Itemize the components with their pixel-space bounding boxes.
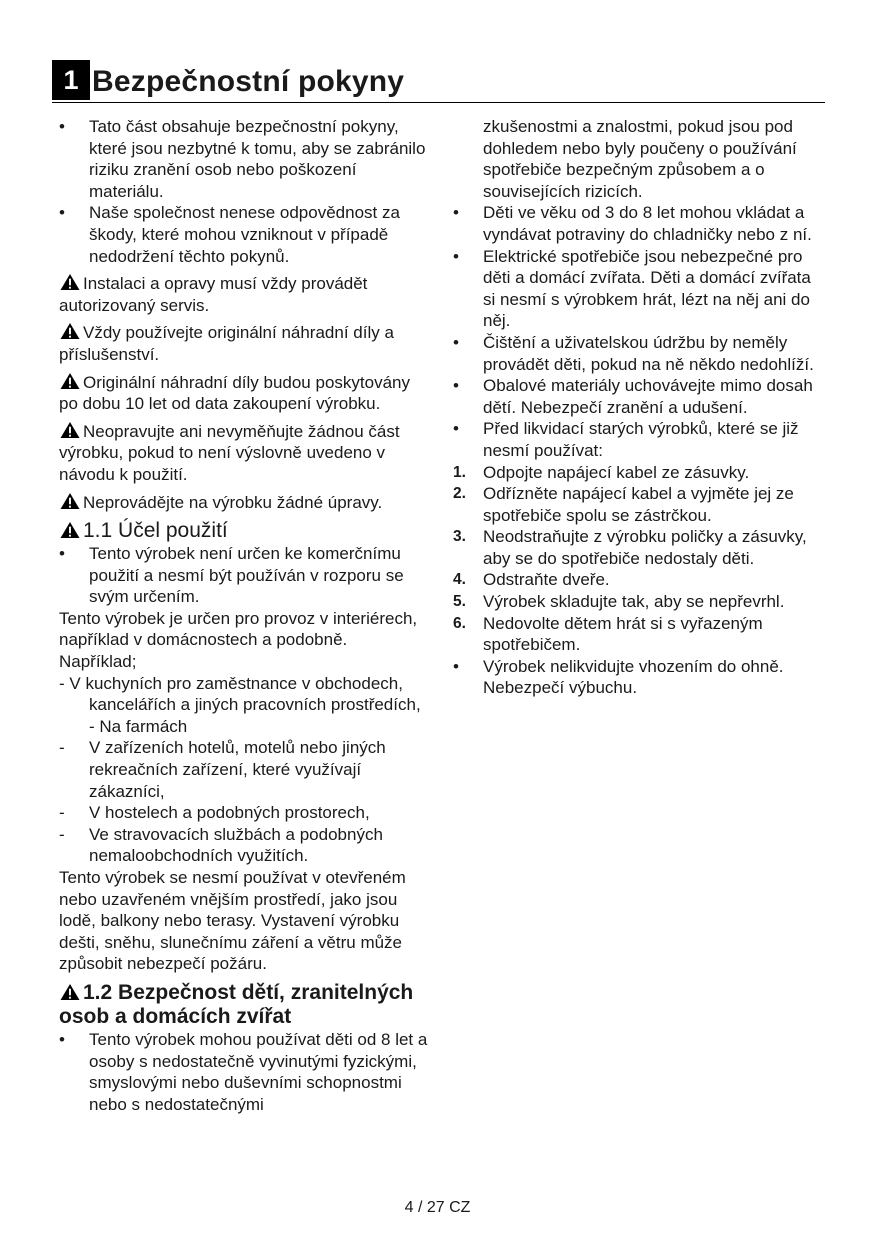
list-item <box>59 673 429 738</box>
list-item <box>453 246 825 332</box>
list-item-text: - V kuchyních pro zaměstnance v obchodech, kancelářích a jiných pracovních prostředích, - Na farmách <box>59 673 421 736</box>
numbered-step <box>453 569 825 591</box>
step-text: Výrobek skladujte tak, aby se nepřevrhl. <box>483 592 785 612</box>
list-item-text: V zařízeních hotelů, motelů nebo jiných rekreačních zařízení, které využívají zákazníci, <box>89 738 386 801</box>
bullet-marker: • <box>59 117 65 136</box>
paragraph: Tento výrobek je určen pro provoz v interiérech, například v domácnostech a podobně. Například; <box>59 608 418 672</box>
bullet-marker: • <box>453 246 459 266</box>
list-item <box>453 656 825 699</box>
warning-triangle-icon <box>59 273 81 291</box>
step-text: Odřízněte napájecí kabel a vyjměte jej ze spotřebiče spolu se zástrčkou. <box>483 484 794 525</box>
list-item-text: Obalové materiály uchovávejte mimo dosah dětí. Nebezpečí zranění a udušení. <box>483 376 813 417</box>
numbered-step <box>453 462 825 484</box>
list-item-text: Naše společnost nenese odpovědnost za škody, které mohou vzniknout v případě nedodržení těchto pokynů. <box>89 203 400 266</box>
bullet-marker: • <box>453 376 459 396</box>
list-item-text: Děti ve věku od 3 do 8 let mohou vkládat a vyndávat potraviny do chladničky nebo z ní. <box>483 203 812 244</box>
numbered-step <box>453 526 825 569</box>
list-item <box>453 202 825 245</box>
step-number: 6. <box>453 614 466 632</box>
bullet-marker: • <box>453 203 459 223</box>
section-title: 1.2 Bezpečnost dětí, zranitelných osob a domácích zvířat <box>59 980 414 1028</box>
warning-triangle-icon <box>59 983 81 1001</box>
page-title: Bezpečnostní pokyny <box>92 65 405 98</box>
step-text: Nedovolte dětem hrát si s vyřazeným spotřebičem. <box>483 613 763 655</box>
numbered-step <box>453 613 825 656</box>
section-heading-safety <box>59 981 429 1029</box>
warning-note <box>59 421 429 486</box>
bullet-marker: • <box>59 544 65 564</box>
left-column <box>59 116 429 1115</box>
warning-text: Neopravujte ani nevyměňujte žádnou část výrobku, pokud to není výslovně uvedeno v návodu k použití. <box>59 421 400 484</box>
warning-note <box>59 492 429 514</box>
list-item-text: Výrobek nelikvidujte vhozením do ohně. Nebezpečí výbuchu. <box>483 656 784 698</box>
step-text: Odpojte napájecí kabel ze zásuvky. <box>483 462 750 482</box>
warning-text: Vždy používejte originální náhradní díly a příslušenství. <box>59 323 394 364</box>
list-item-text: Tento výrobek mohou používat děti od 8 let a osoby s nedostatečně vyvinutými fyzickými, smyslovými nebo duševními schopnostmi nebo s nedostatečnými <box>89 1029 428 1114</box>
dash-marker: - <box>59 824 65 844</box>
list-item-continuation <box>453 116 825 202</box>
chapter-header <box>52 60 825 103</box>
step-number: 4. <box>453 571 466 589</box>
warning-text: Neprovádějte na výrobku žádné úpravy. <box>83 492 383 512</box>
list-item <box>59 543 429 608</box>
warning-triangle-icon <box>59 372 81 390</box>
list-item <box>59 737 429 802</box>
bullet-marker: • <box>59 1029 65 1049</box>
warning-triangle-icon <box>59 421 81 439</box>
list-item-text: zkušenostmi a znalostmi, pokud jsou pod dohledem nebo byly poučeny o používání spotřebiče bezpečným způsobem a o souvisejících rizicích. <box>483 117 797 201</box>
dash-marker: - <box>59 738 65 758</box>
list-item <box>59 116 429 202</box>
step-number: 3. <box>453 528 466 546</box>
warning-text: Instalaci a opravy musí vždy provádět autorizovaný servis. <box>59 274 368 315</box>
list-item-text: Čištění a uživatelskou údržbu by neměly provádět děti, pokud na ně někdo nedohlíží. <box>483 332 814 374</box>
warning-triangle-icon <box>59 492 81 510</box>
numbered-step <box>453 591 825 613</box>
section-heading-purpose <box>59 519 429 543</box>
warning-triangle-icon <box>59 521 81 539</box>
warning-note <box>59 372 429 415</box>
section-title: 1.1 Účel použití <box>83 519 228 543</box>
step-number: 2. <box>453 485 466 503</box>
list-item-text: Elektrické spotřebiče jsou nebezpečné pro děti a domácí zvířata. Děti a domácí zvířata si nesmí s výrobkem hrát, lézt na něj ani do něj. <box>483 246 811 331</box>
right-column <box>453 116 825 699</box>
paragraph: Tento výrobek se nesmí používat v otevřeném nebo uzavřeném vnějším prostředí, jako jsou lodě, balkony nebo terasy. Vystavení výrobku dešti, sněhu, slunečnímu záření a větru může způsobit nebezpečí požáru. <box>59 868 406 974</box>
list-item <box>59 202 429 267</box>
step-number: 1. <box>453 463 466 481</box>
bullet-marker: • <box>453 419 459 439</box>
list-item-text: Před likvidací starých výrobků, které se již nesmí používat: <box>483 419 799 460</box>
step-number: 5. <box>453 593 466 611</box>
list-item <box>453 332 825 375</box>
dash-marker: - <box>59 803 65 823</box>
list-item <box>59 824 429 867</box>
warning-note <box>59 322 429 365</box>
warning-note <box>59 273 429 316</box>
list-item-text: Tato část obsahuje bezpečnostní pokyny, které jsou nezbytné k tomu, aby se zabránilo riziku zranění osob nebo poškození materiálu. <box>89 117 426 201</box>
bullet-marker: • <box>59 203 65 223</box>
step-text: Neodstraňujte z výrobku poličky a zásuvky, aby se do spotřebiče nedostaly děti. <box>483 527 807 568</box>
list-item-text: V hostelech a podobných prostorech, <box>89 803 370 823</box>
chapter-number: 1 <box>52 60 90 100</box>
list-item <box>453 418 825 461</box>
list-item <box>59 1029 429 1115</box>
list-item <box>59 802 429 824</box>
page-footer: 4 / 27 CZ <box>404 1199 471 1216</box>
list-item-text: Ve stravovacích službách a podobných nemaloobchodních využitích. <box>89 824 383 866</box>
bullet-marker: • <box>453 656 459 676</box>
bullet-marker: • <box>453 332 459 352</box>
numbered-step <box>453 483 825 526</box>
list-item <box>453 375 825 418</box>
step-text: Odstraňte dveře. <box>483 570 610 590</box>
warning-text: Originální náhradní díly budou poskytovány po dobu 10 let od data zakoupení výrobku. <box>59 372 410 414</box>
list-item-text: Tento výrobek není určen ke komerčnímu použití a nesmí být používán v rozporu se svým určením. <box>89 544 404 607</box>
warning-triangle-icon <box>59 322 81 340</box>
